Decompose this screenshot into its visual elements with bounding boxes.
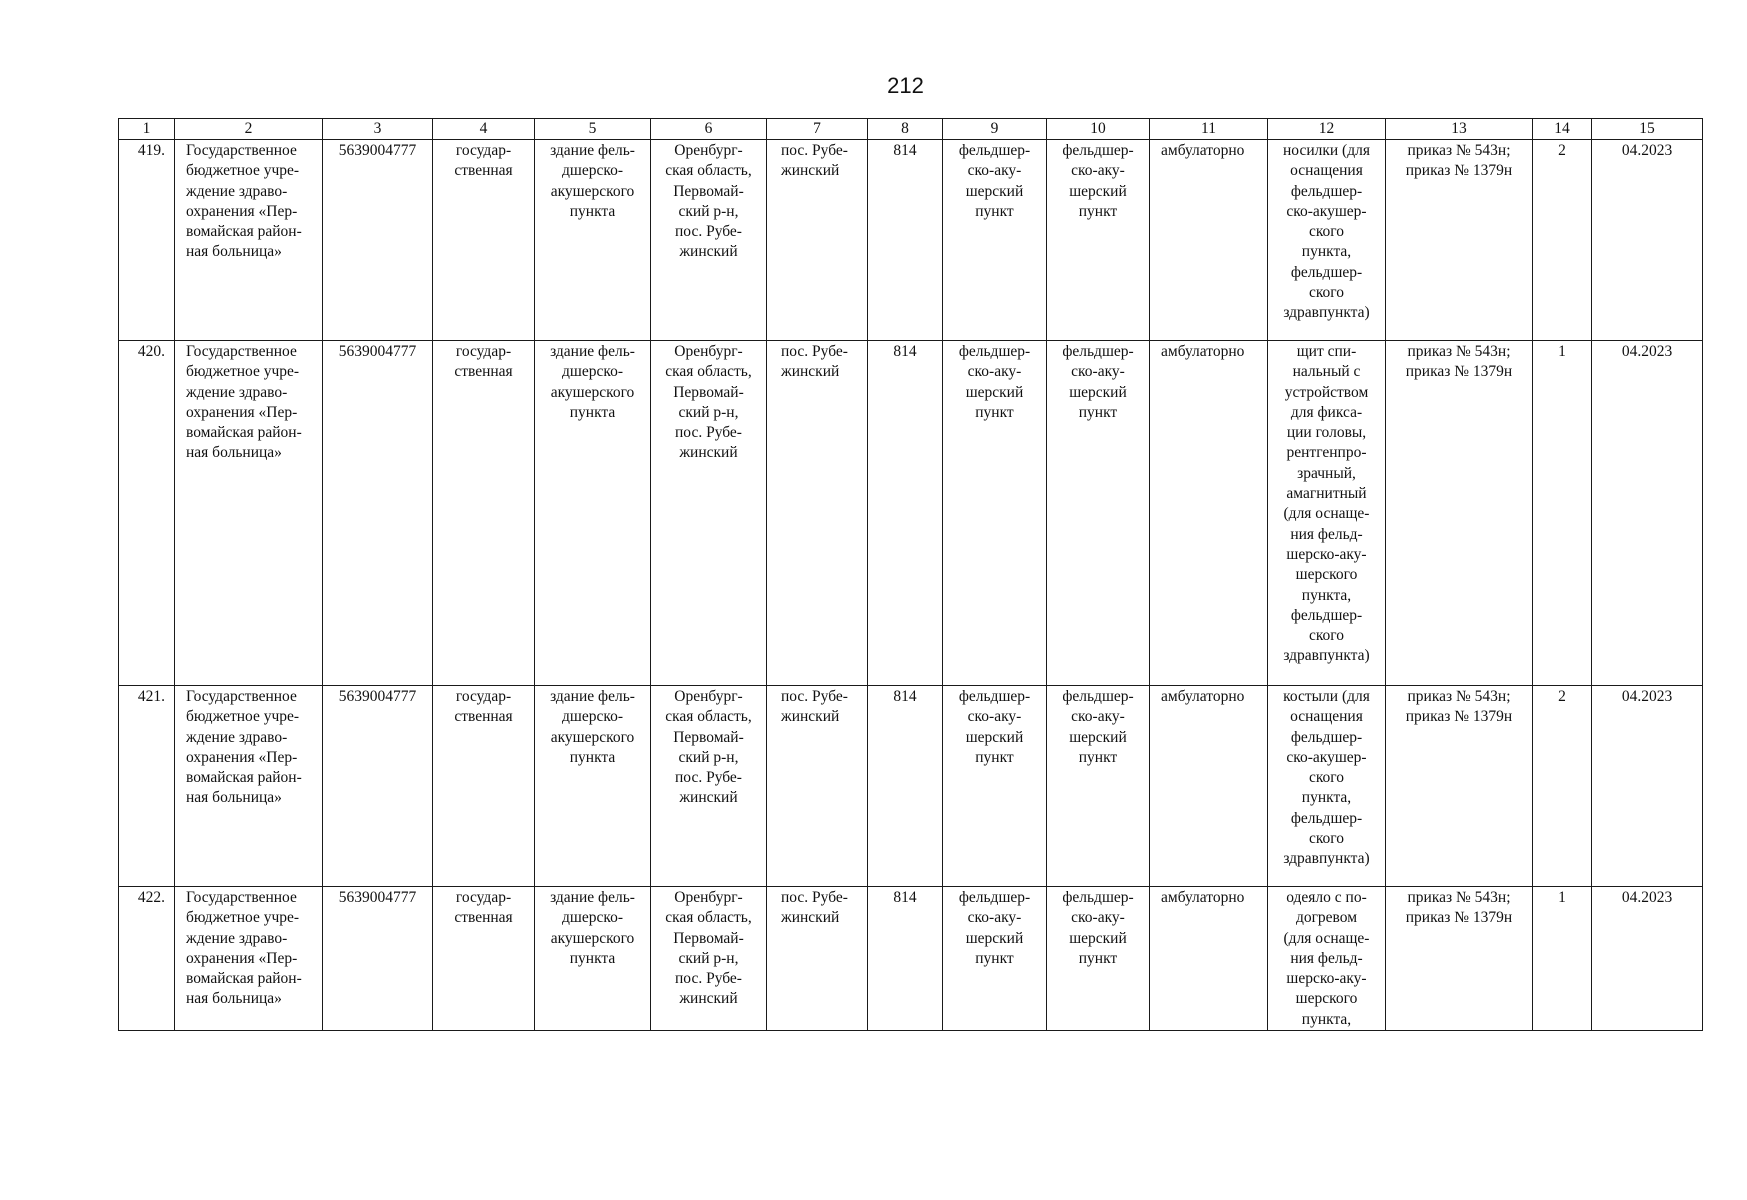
care-form-cell: амбулаторно	[1150, 887, 1268, 1031]
care-form-cell: амбулаторно	[1150, 686, 1268, 887]
address-cell: Оренбург- ская область, Первомай- ский р-н, пос. Рубе- жинский	[651, 140, 767, 341]
ownership-cell: государ- ственная	[433, 887, 535, 1031]
column-number: 4	[433, 119, 535, 140]
table-row	[119, 140, 1703, 341]
quantity-cell: 1	[1533, 341, 1592, 686]
date-cell: 04.2023	[1592, 140, 1703, 341]
column-number: 10	[1047, 119, 1150, 140]
inn-cell: 5639004777	[323, 341, 433, 686]
orders-cell: приказ № 543н; приказ № 1379н	[1386, 686, 1533, 887]
date-cell: 04.2023	[1592, 341, 1703, 686]
column-number: 6	[651, 119, 767, 140]
inn-cell: 5639004777	[323, 140, 433, 341]
column-number-row	[119, 119, 1703, 140]
table-row	[119, 887, 1703, 1031]
quantity-cell: 2	[1533, 140, 1592, 341]
quantity-cell: 2	[1533, 686, 1592, 887]
quantity-cell: 1	[1533, 887, 1592, 1031]
equipment-cell: костыли (для оснащения фельдшер- ско-акушер- ского пункта, фельдшер- ского здравпункта)	[1268, 686, 1386, 887]
column-number: 2	[175, 119, 323, 140]
equipment-cell: щит спи- нальный с устройством для фикса- ции головы, рентгенпро- зрачный, амагнитный (для оснаще- ния фельд- шерско-аку- шерского пункта, фельдшер- ского здравпункта)	[1268, 341, 1386, 686]
unit-name-cell: фельдшер- ско-аку- шерский пункт	[1047, 341, 1150, 686]
unit-name-cell: фельдшер- ско-аку- шерский пункт	[1047, 887, 1150, 1031]
building-cell: здание фель- дшерско- акушерского пункта	[535, 686, 651, 887]
column-number: 1	[119, 119, 175, 140]
unit-type-cell: фельдшер- ско-аку- шерский пункт	[943, 887, 1047, 1031]
column-number: 13	[1386, 119, 1533, 140]
row-number: 421.	[119, 686, 175, 887]
settlement-cell: пос. Рубе- жинский	[767, 140, 868, 341]
row-number: 422.	[119, 887, 175, 1031]
address-cell: Оренбург- ская область, Первомай- ский р-н, пос. Рубе- жинский	[651, 686, 767, 887]
code-cell: 814	[868, 140, 943, 341]
row-number: 419.	[119, 140, 175, 341]
column-number: 14	[1533, 119, 1592, 140]
orders-cell: приказ № 543н; приказ № 1379н	[1386, 341, 1533, 686]
column-number: 15	[1592, 119, 1703, 140]
row-number: 420.	[119, 341, 175, 686]
inn-cell: 5639004777	[323, 887, 433, 1031]
column-number: 11	[1150, 119, 1268, 140]
column-number: 5	[535, 119, 651, 140]
ownership-cell: государ- ственная	[433, 140, 535, 341]
code-cell: 814	[868, 686, 943, 887]
unit-type-cell: фельдшер- ско-аку- шерский пункт	[943, 140, 1047, 341]
column-number: 3	[323, 119, 433, 140]
settlement-cell: пос. Рубе- жинский	[767, 686, 868, 887]
ownership-cell: государ- ственная	[433, 686, 535, 887]
settlement-cell: пос. Рубе- жинский	[767, 887, 868, 1031]
code-cell: 814	[868, 341, 943, 686]
column-number: 7	[767, 119, 868, 140]
page-number: 212	[887, 73, 924, 98]
settlement-cell: пос. Рубе- жинский	[767, 341, 868, 686]
column-number: 12	[1268, 119, 1386, 140]
building-cell: здание фель- дшерско- акушерского пункта	[535, 140, 651, 341]
building-cell: здание фель- дшерско- акушерского пункта	[535, 341, 651, 686]
unit-type-cell: фельдшер- ско-аку- шерский пункт	[943, 341, 1047, 686]
table-row	[119, 686, 1703, 887]
building-cell: здание фель- дшерско- акушерского пункта	[535, 887, 651, 1031]
equipment-cell: одеяло с по- догревом (для оснаще- ния фельд- шерско-аку- шерского пункта,	[1268, 887, 1386, 1031]
orders-cell: приказ № 543н; приказ № 1379н	[1386, 140, 1533, 341]
unit-type-cell: фельдшер- ско-аку- шерский пункт	[943, 686, 1047, 887]
ownership-cell: государ- ственная	[433, 341, 535, 686]
orders-cell: приказ № 543н; приказ № 1379н	[1386, 887, 1533, 1031]
unit-name-cell: фельдшер- ско-аку- шерский пункт	[1047, 686, 1150, 887]
institution-cell: Государственное бюджетное учре- ждение здраво- охранения «Пер- вомайская район- ная больница»	[175, 140, 323, 341]
care-form-cell: амбулаторно	[1150, 140, 1268, 341]
care-form-cell: амбулаторно	[1150, 341, 1268, 686]
column-number: 8	[868, 119, 943, 140]
address-cell: Оренбург- ская область, Первомай- ский р-н, пос. Рубе- жинский	[651, 887, 767, 1031]
date-cell: 04.2023	[1592, 887, 1703, 1031]
table-row	[119, 341, 1703, 686]
code-cell: 814	[868, 887, 943, 1031]
inn-cell: 5639004777	[323, 686, 433, 887]
institution-cell: Государственное бюджетное учре- ждение здраво- охранения «Пер- вомайская район- ная больница»	[175, 341, 323, 686]
unit-name-cell: фельдшер- ско-аку- шерский пункт	[1047, 140, 1150, 341]
equipment-cell: носилки (для оснащения фельдшер- ско-акушер- ского пункта, фельдшер- ского здравпункта)	[1268, 140, 1386, 341]
date-cell: 04.2023	[1592, 686, 1703, 887]
address-cell: Оренбург- ская область, Первомай- ский р-н, пос. Рубе- жинский	[651, 341, 767, 686]
register-table	[118, 118, 1703, 1031]
column-number: 9	[943, 119, 1047, 140]
institution-cell: Государственное бюджетное учре- ждение здраво- охранения «Пер- вомайская район- ная больница»	[175, 887, 323, 1031]
institution-cell: Государственное бюджетное учре- ждение здраво- охранения «Пер- вомайская район- ная больница»	[175, 686, 323, 887]
